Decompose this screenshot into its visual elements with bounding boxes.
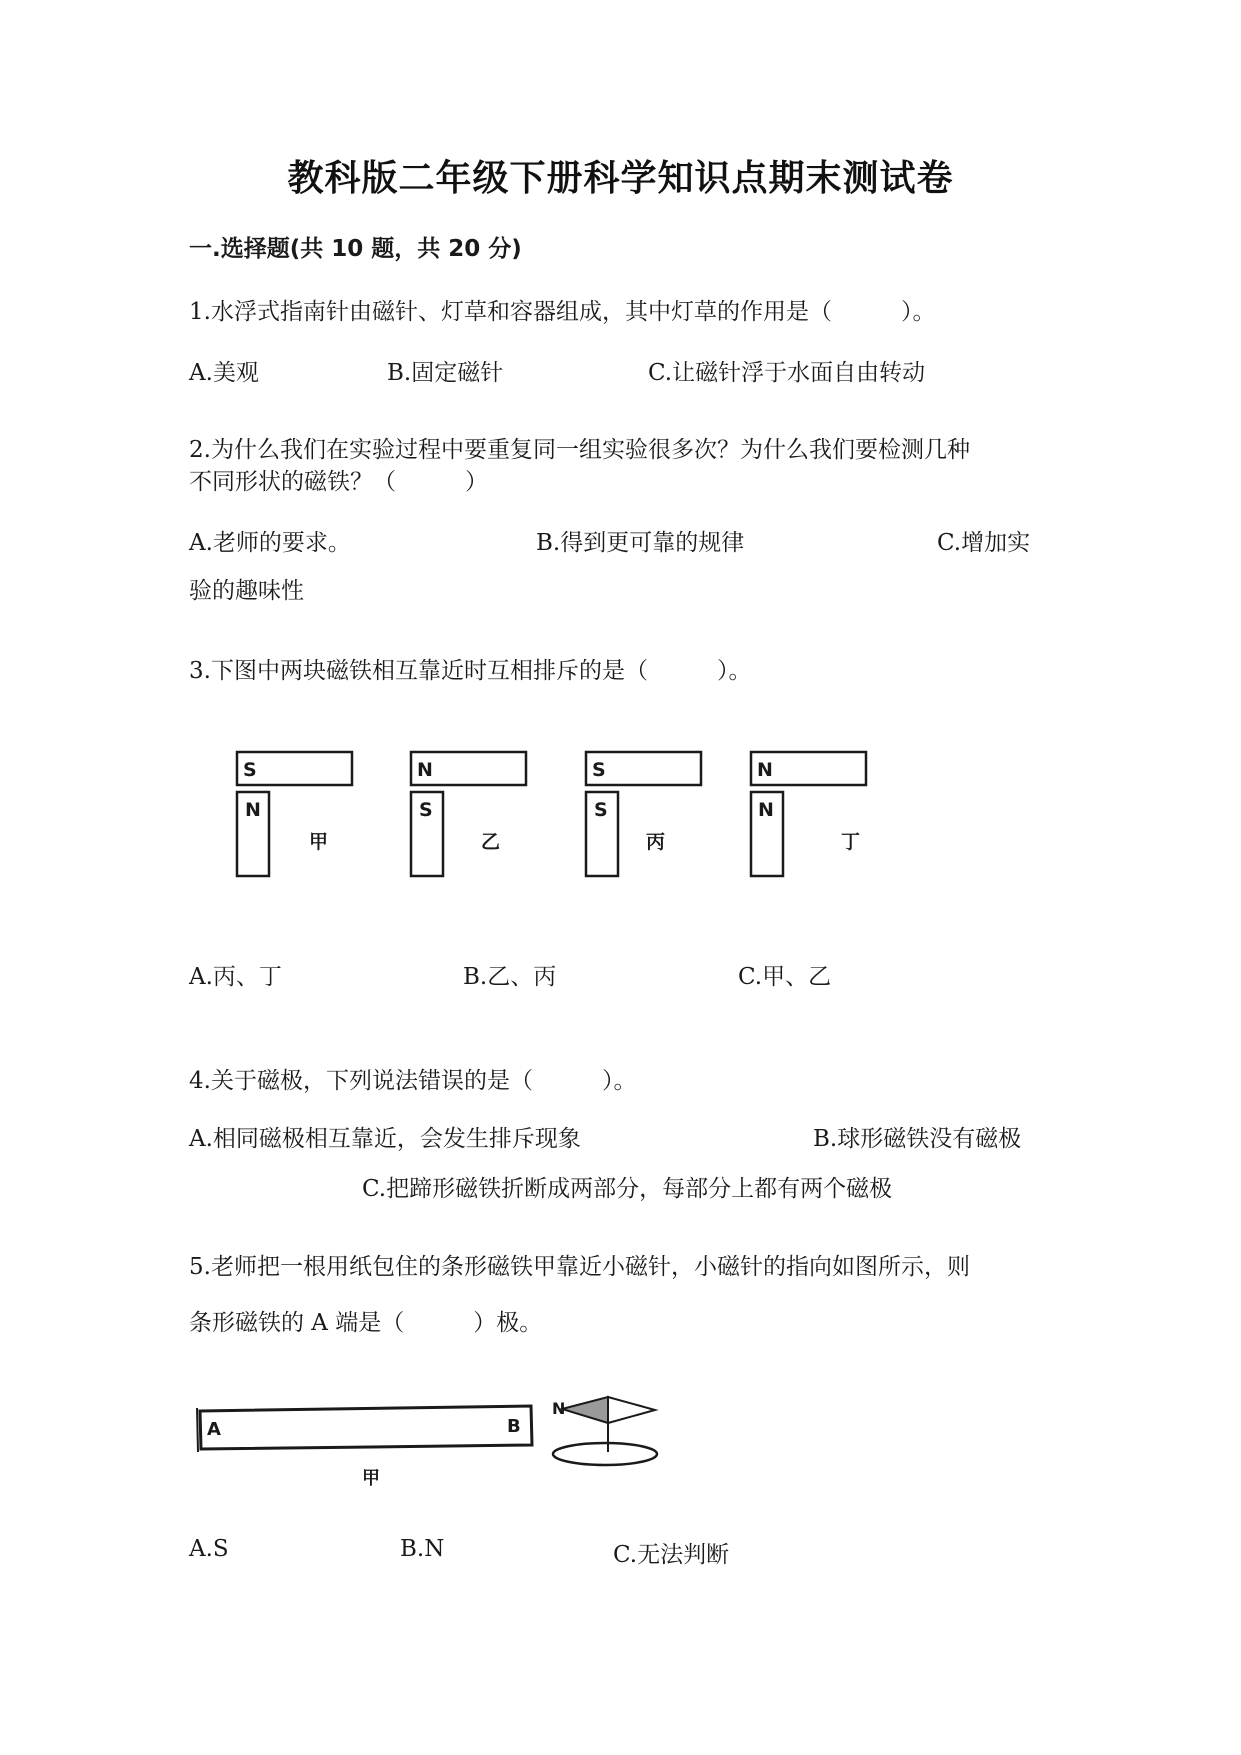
magnet-end-a: A bbox=[207, 1419, 221, 1440]
question-1-option-a: A.美观 bbox=[189, 360, 259, 386]
question-2-stem-line1: 2.为什么我们在实验过程中要重复同一组实验很多次？为什么我们要检测几种 bbox=[189, 437, 970, 463]
question-4-option-b: B.球形磁铁没有磁极 bbox=[813, 1126, 1022, 1152]
pole-label-top: S bbox=[243, 759, 257, 781]
question-4-stem: 4.关于磁极，下列说法错误的是（ ）。 bbox=[189, 1068, 637, 1094]
question-1-stem: 1.水浮式指南针由磁针、灯草和容器组成，其中灯草的作用是（ ）。 bbox=[189, 299, 936, 325]
pole-label-bottom: S bbox=[419, 799, 433, 821]
pair-label: 乙 bbox=[481, 831, 501, 853]
pair-label: 甲 bbox=[309, 831, 329, 853]
magnet-pairs-figure bbox=[225, 740, 885, 890]
question-5-stem-line1: 5.老师把一根用纸包住的条形磁铁甲靠近小磁针，小磁针的指向如图所示，则 bbox=[189, 1254, 970, 1280]
question-2-stem-line2: 不同形状的磁铁？（ ） bbox=[189, 469, 488, 495]
pole-label-bottom: S bbox=[594, 799, 608, 821]
bar-magnet-compass-figure bbox=[190, 1390, 670, 1510]
question-3-stem: 3.下图中两块磁铁相互靠近时互相排斥的是（ ）。 bbox=[189, 658, 752, 684]
magnet-label: 甲 bbox=[362, 1468, 380, 1489]
pair-label: 丁 bbox=[841, 831, 861, 853]
section-heading: 一.选择题(共 10 题，共 20 分) bbox=[189, 236, 522, 262]
pair-label: 丙 bbox=[646, 831, 666, 853]
bar-magnet bbox=[197, 1406, 532, 1489]
question-3-option-c: C.甲、乙 bbox=[738, 964, 832, 990]
question-4-option-a: A.相同磁极相互靠近，会发生排斥现象 bbox=[189, 1126, 581, 1152]
question-5-option-c: C.无法判断 bbox=[613, 1542, 730, 1568]
question-5-stem-line2: 条形磁铁的 A 端是（ ）极。 bbox=[189, 1310, 543, 1336]
question-2-option-b: B.得到更可靠的规律 bbox=[536, 530, 745, 556]
pole-label-bottom: N bbox=[758, 799, 774, 821]
question-5-option-b: B.N bbox=[400, 1536, 445, 1562]
question-2-option-c: C.增加实 bbox=[937, 530, 1031, 556]
question-1-option-b: B.固定磁针 bbox=[387, 360, 504, 386]
question-2-option-c-cont: 验的趣味性 bbox=[189, 578, 304, 604]
pole-label-top: S bbox=[592, 759, 606, 781]
question-1-option-c: C.让磁针浮于水面自由转动 bbox=[648, 360, 926, 386]
magnet-pair-jia bbox=[237, 752, 352, 876]
question-2-option-a: A.老师的要求。 bbox=[189, 530, 351, 556]
needle-pole-label: N bbox=[552, 1399, 566, 1418]
compass-needle bbox=[552, 1397, 657, 1465]
question-3-option-b: B.乙、丙 bbox=[463, 964, 557, 990]
question-3-option-a: A.丙、丁 bbox=[189, 964, 282, 990]
pole-label-top: N bbox=[417, 759, 433, 781]
magnet-end-b: B bbox=[507, 1416, 521, 1437]
question-4-option-c: C.把蹄形磁铁折断成两部分，每部分上都有两个磁极 bbox=[362, 1176, 893, 1202]
magnet-pair-bing bbox=[586, 752, 701, 876]
page-title: 教科版二年级下册科学知识点期末测试卷 bbox=[287, 158, 954, 199]
question-5-option-a: A.S bbox=[189, 1536, 229, 1562]
pole-label-top: N bbox=[757, 759, 773, 781]
magnet-pair-yi bbox=[411, 752, 526, 876]
pole-label-bottom: N bbox=[245, 799, 261, 821]
magnet-pair-ding bbox=[751, 752, 866, 876]
